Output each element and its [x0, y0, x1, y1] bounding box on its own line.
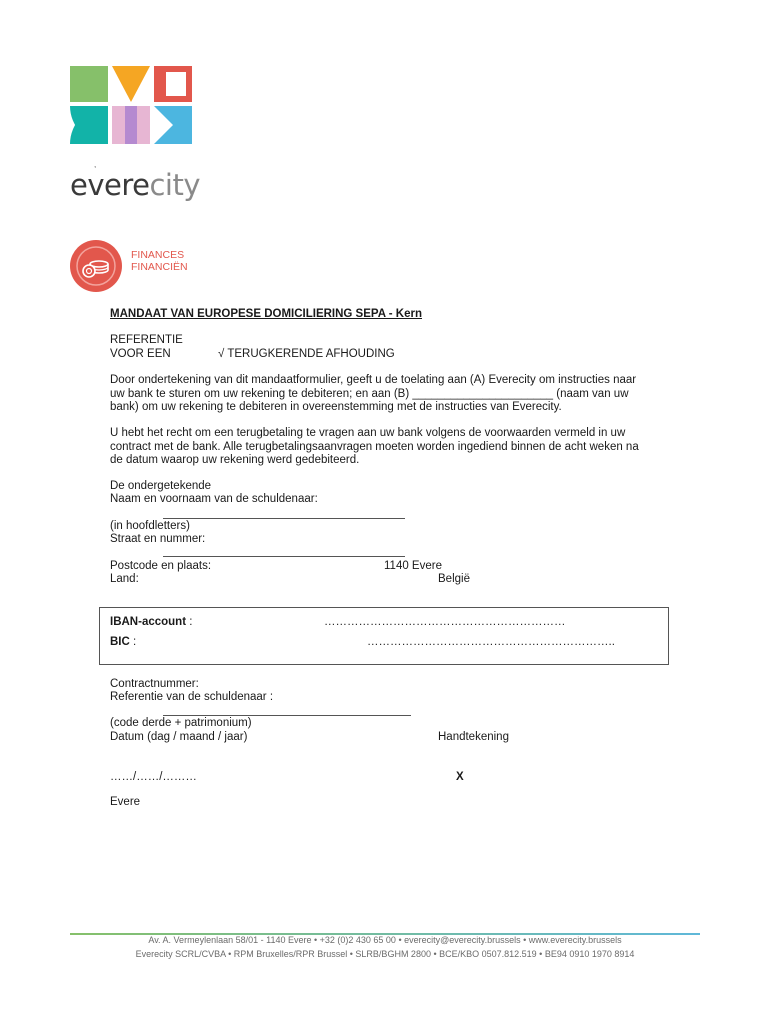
- paragraph1-line3: bank) om uw rekening te debiteren in overeenstemming met de instructies van Everecity.: [110, 401, 562, 413]
- paragraph1-line2: uw bank te sturen om uw rekening te debiteren; en aan (B) ______________________ (naam van uw: [110, 387, 629, 400]
- undersigned-label: De ondergetekende: [110, 480, 212, 492]
- date-label: Datum (dag / maand / jaar): [110, 731, 248, 743]
- reference-type-label: TERUGKERENDE AFHOUDING: [227, 348, 395, 360]
- paragraph-refund: [110, 427, 670, 468]
- debtor-reference-field[interactable]: [163, 715, 411, 716]
- checkmark-icon: √: [218, 348, 225, 360]
- place-value: Evere: [110, 796, 141, 808]
- country-label: Land:: [110, 573, 139, 585]
- reference-line2: VOOR EEN: [110, 348, 171, 360]
- department-line2: FINANCIËN: [131, 261, 188, 273]
- country-value: België: [438, 573, 470, 585]
- bic-field[interactable]: ………………………………………………………..: [367, 636, 615, 648]
- page-title: MANDAAT VAN EUROPESE DOMICILIERING SEPA - Kern: [110, 308, 423, 320]
- debtor-reference-label: Referentie van de schuldenaar :: [110, 691, 274, 703]
- signature-field[interactable]: X: [456, 771, 464, 783]
- paragraph2-line3: de datum waarop uw rekening werd gedebiteerd.: [110, 454, 360, 466]
- caps-note: (in hoofdletters): [110, 520, 190, 532]
- signature-label: Handtekening: [438, 731, 509, 743]
- reference-type: [218, 348, 395, 362]
- brand-wordmark: [70, 168, 200, 202]
- postcode-value: 1140 Evere: [384, 560, 442, 572]
- paragraph2-line2: contract met de bank. Alle terugbetalingsaanvragen moeten worden ingediend binnen de acht weken na: [110, 440, 639, 453]
- bic-label-text: BIC: [110, 636, 130, 648]
- department-label: [131, 249, 188, 273]
- bic-label: [110, 636, 136, 650]
- debtor-name-field[interactable]: [163, 518, 405, 519]
- brand-dot: ,: [94, 160, 97, 169]
- iban-label-text: IBAN-account: [110, 616, 187, 628]
- code-note: (code derde + patrimonium): [110, 717, 252, 729]
- postcode-label: Postcode en plaats:: [110, 560, 212, 572]
- finance-coins-icon: [70, 240, 122, 292]
- debtor-name-label: Naam en voornaam van de schuldenaar:: [110, 493, 318, 505]
- brand-name-light: city: [149, 168, 201, 202]
- bic-label-sep: :: [129, 636, 137, 648]
- brand-name-dark: evere: [70, 168, 150, 202]
- street-label: Straat en nummer:: [110, 533, 206, 545]
- date-field[interactable]: ……/……/………: [110, 771, 197, 783]
- iban-field[interactable]: ………………………………………………………: [324, 616, 566, 628]
- paragraph1-line1: Door ondertekening van dit mandaatformulier, geeft u de toelating aan (A) Everecity om instructies naar: [110, 374, 637, 386]
- iban-label-sep: :: [186, 616, 193, 628]
- paragraph2-line1: U hebt het recht om een terugbetaling te vragen aan uw bank volgens de voorwaarden vermeld in uw: [110, 427, 626, 439]
- department-line1: FINANCES: [131, 249, 185, 261]
- street-field[interactable]: [163, 556, 405, 557]
- everecity-logo-mosaic: [70, 66, 192, 144]
- paragraph-authorisation: [110, 374, 670, 415]
- reference-line1: REFERENTIE: [110, 334, 183, 346]
- contract-number-label: Contractnummer:: [110, 678, 199, 690]
- footer-address: Av. A. Vermeylenlaan 58/01 - 1140 Evere • +32 (0)2 430 65 00 • everecity@everecity.brussels • www.everecity.brussels: [148, 935, 622, 945]
- footer-company: Everecity SCRL/CVBA • RPM Bruxelles/RPR Brussel • SLRB/BGHM 2800 • BCE/KBO 0507.812.519 • BE94 0910 1970 8914: [135, 949, 635, 959]
- iban-label: [110, 616, 192, 630]
